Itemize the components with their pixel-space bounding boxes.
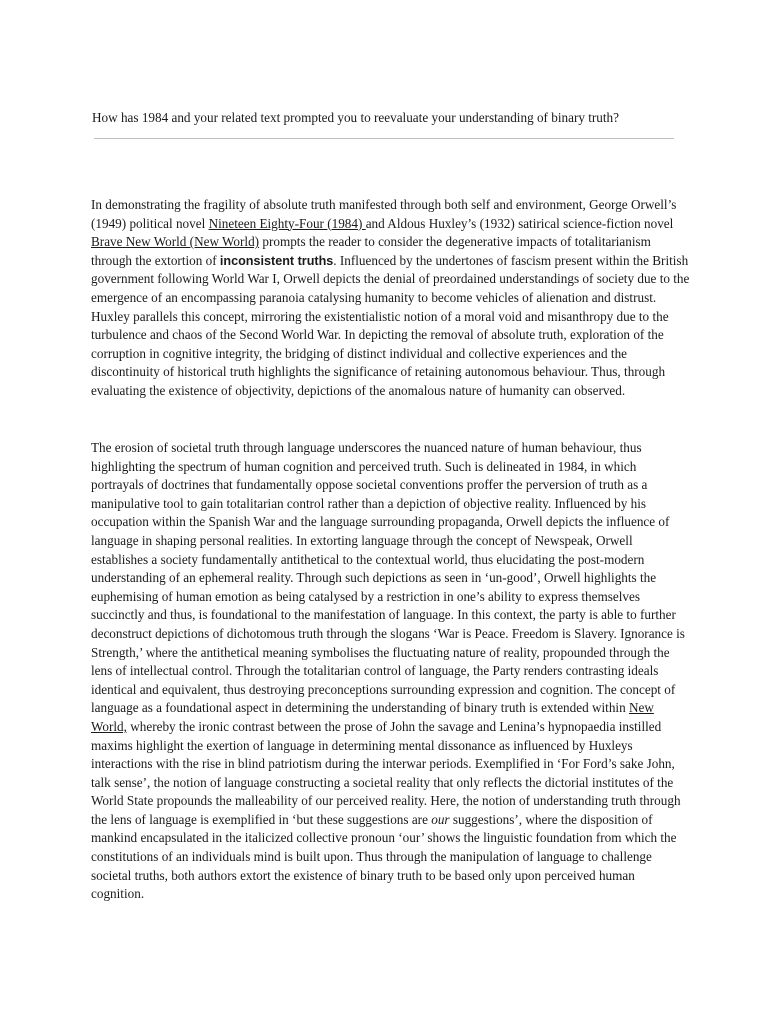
text-run: The erosion of societal truth through language underscores the nuanced nature of human behaviour, thus highlighting the spectrum of human cognition and perceived truth. Such is delineated in 1984, in which portrayals of doctrines that fundamentally oppose societal conventions proffer the perversion of truth as a manipulative tool to gain totalitarian control rather than a depiction of objective reality. Influenced by his occupation within the Spanish War and the language surrounding propaganda, Orwell depicts the influence of language in shaping personal realities. In extorting language through the concept of Newspeak, Orwell establishes a society fundamentally antithetical to the contextual world, thus elucidating the post-modern understanding of an ephemeral reality. Through such depictions as seen in ‘un-good’, Orwell highlights the euphemising of human emotion as being catalysed by a restriction in one’s ability to express themselves succinctly and thus, is foundational to the manifestation of language. In this context, the party is able to further deconstruct depictions of dichotomous truth through the slogans ‘War is Peace. Freedom is Slavery. Ignorance is Strength,’ where the antithetical meaning symbolises the fluctuating nature of reality, propounded through the lens of intellectual control. Through the totalitarian control of language, the Party renders contrasting ideals identical and equivalent, thus destroying preconceptions surrounding expression and cognition. The concept of language as a foundational aspect in determining the understanding of binary truth is extended within [91, 440, 685, 716]
underlined-title-brave-new-world: Brave New World (New World) [91, 234, 260, 250]
paragraph-introduction [91, 196, 691, 401]
text-run: prompts the reader to consider the degenerative impacts of totalitarianism through the extortion of [91, 234, 651, 268]
text-run: whereby the ironic contrast between the prose of John the savage and Lenina’s hypnopaedia instilled maxims highlight the exertion of language in determining mental dissonance as influenced by Huxleys interactions with the rise in blind patriotism during the interwar periods. Exemplified in ‘For Ford’s sake John, talk sense’, the notion of language constructing a societal reality that only reflects the dictorial institutes of the World State propounds the malleability of our perceived reality. Here, the notion of understanding truth through the lens of language is exemplified in ‘but these suggestions are [91, 718, 681, 827]
underlined-title-new-world: New World, [91, 700, 654, 734]
essay-question: How has 1984 and your related text prompted you to reevaluate your understanding of binary truth? [92, 110, 619, 125]
text-run: In demonstrating the fragility of absolute truth manifested through both self and environment, George Orwell’s (1949) political novel [91, 197, 677, 231]
italic-word: our [431, 811, 450, 827]
text-run: . Influenced by the undertones of fascism present within the British government following World War I, Orwell depicts the denial of preordained understandings of society due to the emergence of an encompassing paranoia catalysing humanity to become vehicles of alienation and distrust. Huxley parallels this concept, mirroring the existentialistic notion of a moral void and misanthropy due to the turbulence and chaos of the Second World War. In depicting the removal of absolute truth, exploration of the corruption in cognitive integrity, the bridging of distinct individual and collective experiences and the discontinuity of historical truth highlights the significance of retaining autonomous behaviour. Thus, through evaluating the existence of objectivity, depictions of the anomalous nature of humanity can observed. [91, 252, 690, 398]
text-run: suggestions’, where the disposition of mankind encapsulated in the italicized collective pronoun ‘our’ shows the linguistic foundation from which the constitutions of an individuals mind is built upon. Thus through the manipulation of language to challenge societal truths, both authors extort the existence of binary truth to be based only upon perceived human cognition. [91, 811, 677, 902]
underlined-title-1984: Nineteen Eighty-Four (1984) [208, 215, 366, 231]
paragraph-body [91, 439, 691, 904]
bold-phrase: inconsistent truths [219, 253, 334, 268]
horizontal-divider [94, 138, 674, 139]
text-run: and Aldous Huxley’s (1932) satirical science-fiction novel [365, 215, 674, 231]
